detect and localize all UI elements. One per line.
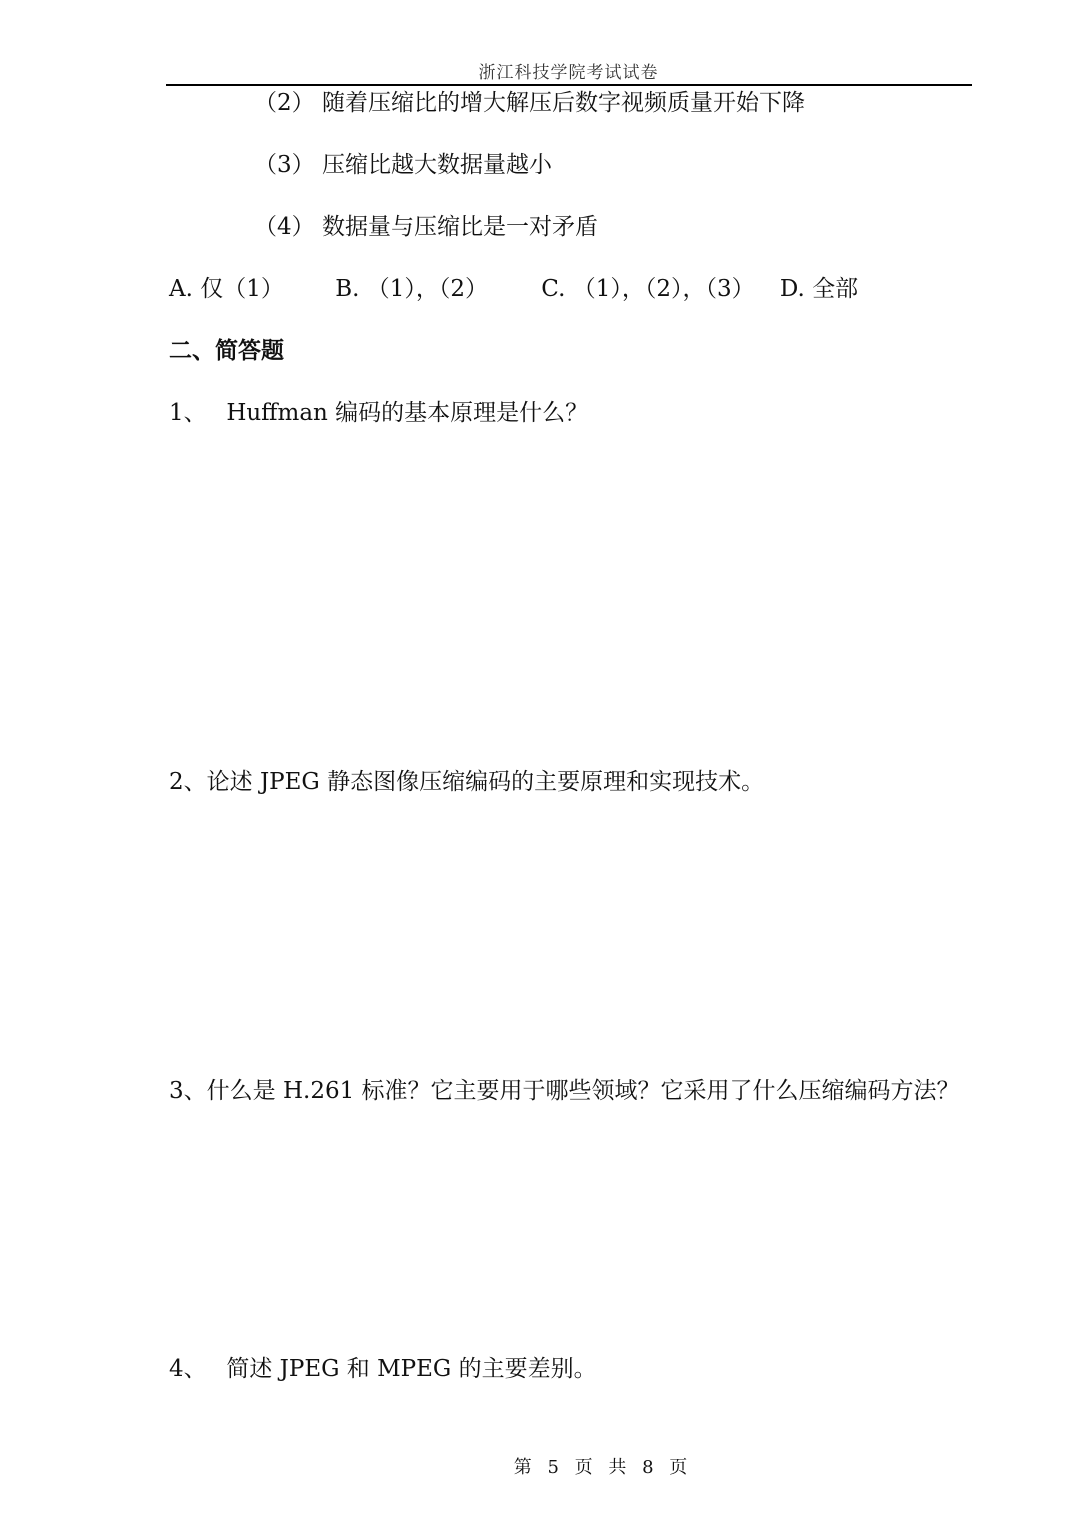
question-4-number: 4、 bbox=[169, 1356, 207, 1382]
page-footer: 第 5 页 共 8 页 bbox=[513, 1457, 690, 1478]
answer-options bbox=[169, 274, 858, 304]
question-3: 3、什么是 H.261 标准？它主要用于哪些领域？它采用了什么压缩编码方法？ bbox=[169, 1078, 960, 1104]
page-header: 浙江科技学院考试试卷 bbox=[478, 63, 659, 83]
option-d: D. 全部 bbox=[779, 276, 859, 302]
option-c: C. （1），（2），（3） bbox=[541, 276, 755, 302]
header-rule bbox=[166, 84, 972, 86]
question-1-number: 1、 bbox=[169, 400, 207, 426]
question-item-4: （4） 数据量与压缩比是一对矛盾 bbox=[254, 214, 598, 240]
question-4 bbox=[169, 1354, 597, 1384]
section-title: 二、简答题 bbox=[169, 337, 284, 364]
question-item-3: （3） 压缩比越大数据量越小 bbox=[254, 152, 552, 178]
option-a: A. 仅（1） bbox=[169, 276, 284, 302]
question-1-text: Huffman 编码的基本原理是什么？ bbox=[226, 400, 589, 426]
option-b: B. （1），（2） bbox=[335, 276, 488, 302]
question-1 bbox=[169, 398, 588, 428]
question-item-2: （2） 随着压缩比的增大解压后数字视频质量开始下降 bbox=[254, 90, 805, 116]
question-4-text: 简述 JPEG 和 MPEG 的主要差别。 bbox=[226, 1356, 597, 1382]
question-2: 2、论述 JPEG 静态图像压缩编码的主要原理和实现技术。 bbox=[169, 769, 765, 795]
